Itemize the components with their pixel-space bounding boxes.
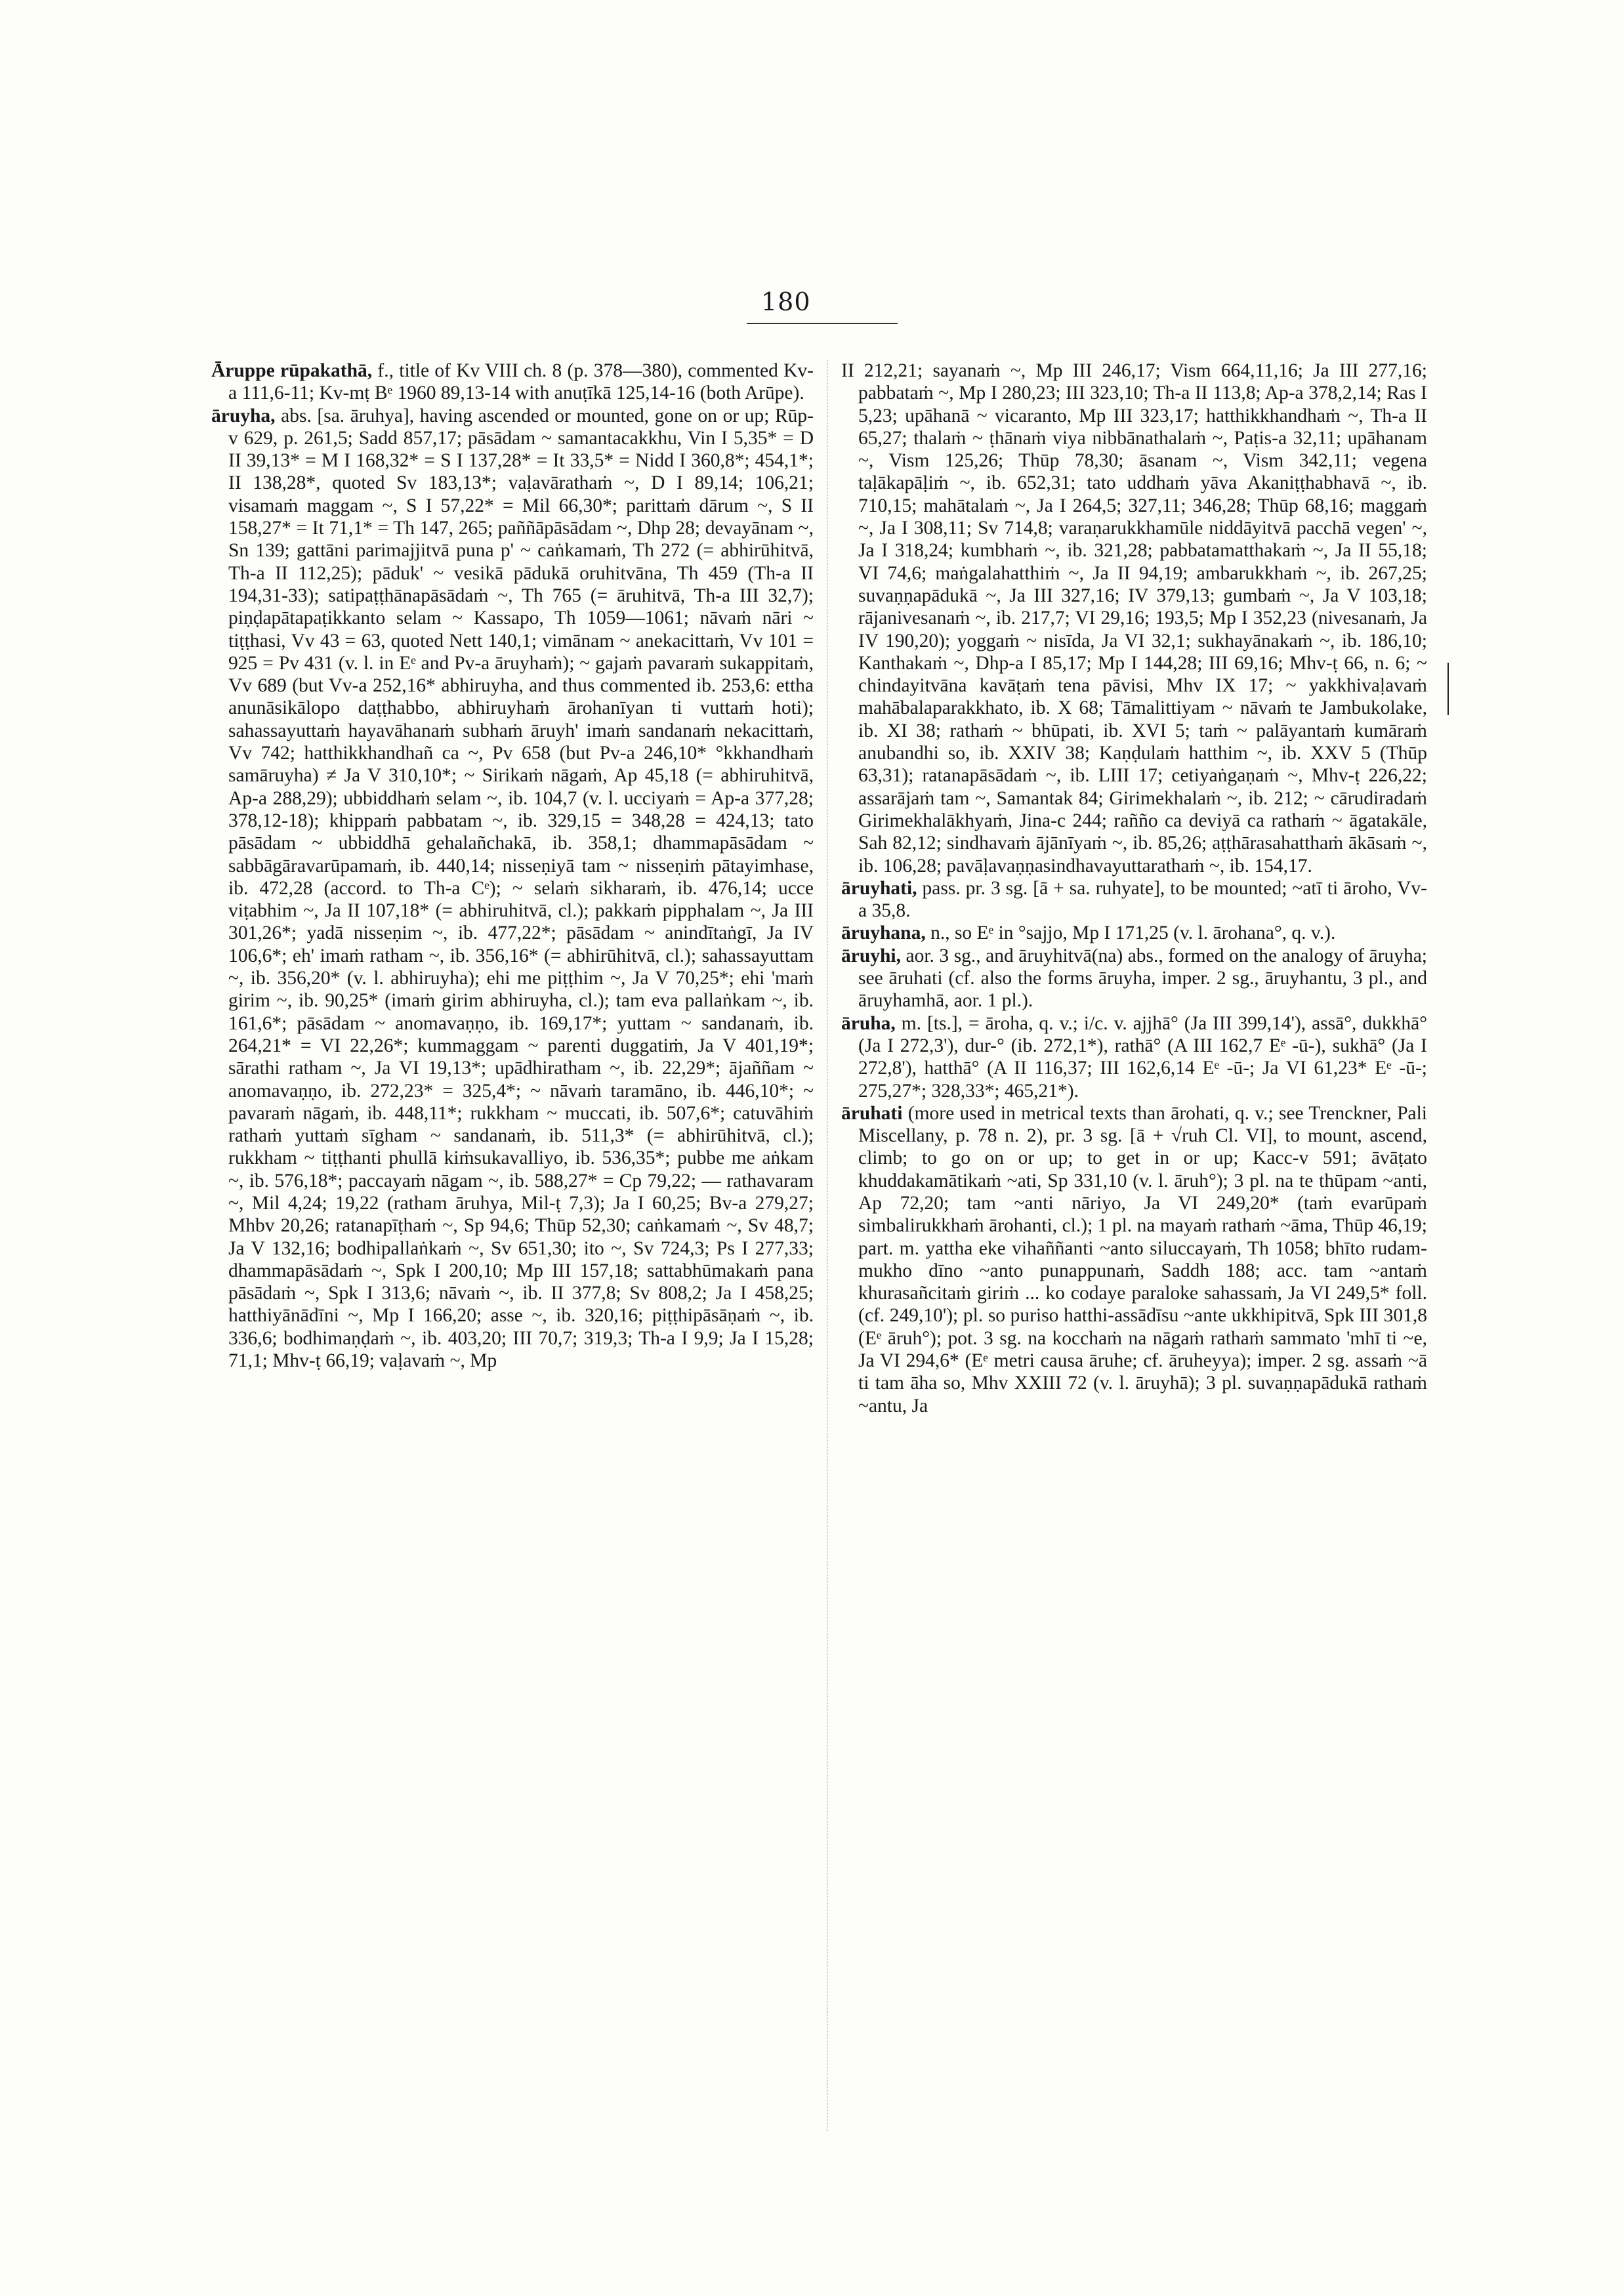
left-column bbox=[211, 360, 814, 2164]
entry-text: n., so Eᵉ in °sajjo, Mp I 171,25 (v. l. ārohana°, q. v.). bbox=[925, 922, 1336, 944]
dictionary-entry bbox=[211, 405, 814, 1373]
entry-headword: āruhati bbox=[841, 1102, 903, 1124]
dictionary-entry bbox=[841, 922, 1427, 944]
entry-headword: āruyha, bbox=[211, 405, 276, 426]
entry-text: aor. 3 sg., and āruyhitvā(na) abs., formed on the analogy of āruyha; see āruhati (cf. also the forms āruyha, imper. 2 sg., āruyhantu, 3 pl., and āruyhamhā, aor. 1 pl.). bbox=[858, 945, 1427, 1012]
entry-text: m. [ts.], = āroha, q. v.; i/c. v. ajjhā° (Ja III 399,14'), assā°, dukkhā° (Ja I 272,3'), dur-° (ib. 272,1*), rathā° (A III 162,7 Eᵉ -ū-), sukhā° (Ja I 272,8'), hatthā° (A II 116,37; III 162,6,14 Eᵉ -ū-; Ja VI 61,23* Eᵉ -ū-; 275,27*; 328,33*; 465,21*). bbox=[858, 1012, 1427, 1102]
entry-text: abs. [sa. āruhya], having ascended or mounted, gone on or up; Rūp-v 629, p. 261,5; Sadd 857,17; pāsādam ~ samantacakkhu, Vin I 5,35* = D II 39,13* = M I 168,32* = S I 137,28* = It 33,5* = Nidd I 360,8*; 454,1*; II 138,28*, quoted Sv 183,13*; vaḷavārathaṁ ~, D I 89,14; 106,21; visamaṁ maggam ~, S I 57,22* = Mil 66,30*; parittaṁ dārum ~, S II 158,27* = It 71,1* = Th 147, 265; paññāpāsādam ~, Dhp 28; devayānam ~, Sn 139; gattāni parimajjitvā puna p' ~ caṅkamaṁ, Th 272 (= abhirūhitvā, Th-a II 112,25); pāduk' ~ vesikā pādukā oruhitvāna, Th 459 (Th-a II 194,31-33); satipaṭṭhānapāsādaṁ ~, Th 765 (= āruhitvā, Th-a III 32,7); piṇḍapātapaṭikkanto selam ~ Kassapo, Th 1059—1061; nāvaṁ nāri ~ tiṭṭhasi, Vv 43 = 63, quoted Nett 140,1; vimānam ~ anekacittaṁ, Vv 101 = 925 = Pv 431 (v. l. in Eᵉ and Pv-a āruyhaṁ); ~ gajaṁ pavaraṁ sukappitaṁ, Vv 689 (but Vv-a 252,16* abhiruyha, and thus commented ib. 253,6: ettha anunāsikālopo daṭṭhabbo, abhiruyhaṁ ārohanīyan ti vuttaṁ hoti); sahassayuttaṁ hayavāhanaṁ subhaṁ āruyh' imaṁ sandanaṁ nekacittaṁ, Vv 742; hatthikkhandhañ ca ~, Pv 658 (but Pv-a 246,10* °kkhandhaṁ samāruyha) ≠ Ja V 310,10*; ~ Sirikaṁ nāgaṁ, Ap 45,18 (= abhiruhitvā, Ap-a 288,29); ubbiddhaṁ selam ~, ib. 104,7 (v. l. ucciyaṁ = Ap-a 377,28; 378,12-18); khippaṁ pabbatam ~, ib. 329,15 = 348,28 = 424,13; tato pāsādam ~ ubbiddhā gehalañchakā, ib. 358,1; dhammapāsādam ~ sabbāgāravarūpamaṁ, ib. 440,14; nisseṇiyā tam ~ nisseṇiṁ pātayimhase, ib. 472,28 (accord. to Th-a Cᵉ); ~ selaṁ sikharaṁ, ib. 476,14; ucce viṭabhim ~, Ja II 107,18* (= abhiruhitvā, cl.); pakkaṁ pipphalam ~, Ja III 301,26*; yadā nisseṇim ~, ib. 477,22*; pāsādam ~ anindītaṅgī, Ja IV 106,6*; eh' imaṁ ratham ~, ib. 356,16* (= abhirūhitvā, cl.); sahassayuttam ~, ib. 356,20* (v. l. abhiruyha); ehi me piṭṭhim ~, Ja V 70,25*; ehi 'maṁ girim ~, ib. 90,25* (imaṁ girim abhiruyha, cl.); tam eva pallaṅkam ~, ib. 161,6*; pāsādam ~ anomavaṇṇo, ib. 169,17*; yuttam ~ sandanaṁ, ib. 264,21* = VI 22,26*; kummaggam ~ parenti duggatiṁ, Ja V 401,19*; sārathi ratham ~, Ja VI 19,13*; upādhiratham ~, ib. 22,29*; ājaññam ~ anomavaṇṇo, ib. 272,23* = 325,4*; ~ nāvaṁ taramāno, ib. 446,10*; ~ pavaraṁ nāgaṁ, ib. 448,11*; rukkham ~ muccati, ib. 507,6*; catuvāhiṁ rathaṁ yuttaṁ sīgham ~ sandanaṁ, ib. 511,3* (= abhirūhitvā, cl.); rukkham ~ tiṭṭhanti phullā kiṁsukavalliyo, ib. 536,35*; pubbe me aṅkam ~, ib. 576,18*; paccayaṁ nāgam ~, ib. 588,27* = Cp 79,22; — rathavaram ~, Mil 4,24; 19,22 (ratham āruhya, Mil-ṭ 7,3); Ja I 60,25; Bv-a 279,27; Mhbv 20,26; ratanapīṭhaṁ ~, Sp 94,6; Thūp 52,30; caṅkamaṁ ~, Sv 48,7; Ja V 132,16; bodhipallaṅkaṁ ~, Sv 651,30; ito ~, Sv 724,3; Ps I 277,33; dhammapāsādaṁ ~, Spk I 200,10; Mp III 157,18; sattabhūmakaṁ pana pāsādaṁ ~, Spk I 313,6; nāvaṁ ~, ib. II 377,8; Sv 808,2; Ja I 458,25; hatthiyānādīni ~, Mp I 166,20; asse ~, ib. 320,16; piṭṭhipāsāṇaṁ ~, ib. 336,6; bodhimaṇḍaṁ ~, ib. 403,20; III 70,7; 319,3; Th-a I 9,9; Ja I 15,28; 71,1; Mhv-ṭ 66,19; vaḷavaṁ ~, Mp bbox=[228, 405, 814, 1372]
entry-text: f., title of Kv VIII ch. 8 (p. 378—380), commented Kv-a 111,6-11; Kv-mṭ Bᵉ 1960 89,13-14 with anuṭīkā 125,14-16 (both Arūpe). bbox=[228, 360, 814, 404]
right-column bbox=[841, 360, 1427, 2164]
entry-headword: āruha, bbox=[841, 1012, 896, 1034]
dictionary-entry bbox=[841, 877, 1427, 922]
header-rule bbox=[747, 323, 898, 324]
dictionary-entry bbox=[841, 360, 1427, 877]
entry-text: II 212,21; sayanaṁ ~, Mp III 246,17; Vism 664,11,16; Ja III 277,16; pabbataṁ ~, Mp I 280,23; III 323,10; Th-a II 113,8; Ap-a 378,2,14; Ras I 5,23; upāhanā ~ vicaranto, Mp III 323,17; hatthikkhandhaṁ ~, Th-a II 65,27; thalaṁ ~ ṭhānaṁ viya nibbānathalaṁ ~, Paṭis-a 32,11; upāhanam ~, Vism 125,26; Thūp 78,30; āsanam ~, Vism 342,11; vegena taḷākapāḷiṁ ~, ib. 652,31; tato uddhaṁ yāva Akaniṭṭhabhavā ~, ib. 710,15; mahātalaṁ ~, Ja I 264,5; 327,11; 346,28; Thūp 68,16; maggaṁ ~, Ja I 308,11; Sv 714,8; varaṇarukkhamūle niddāyitvā pacchā vegen' ~, Ja I 318,24; kumbhaṁ ~, ib. 321,28; pabbatamatthakaṁ ~, Ja II 55,18; VI 74,6; maṅgalahatthiṁ ~, Ja II 94,19; ambarukkhaṁ ~, ib. 267,25; suvaṇṇapādukā ~, Ja III 327,16; IV 379,13; gumbaṁ ~, Ja V 103,18; rājanivesanaṁ ~, ib. 217,7; VI 29,16; 193,5; Mp I 352,23 (nivesanaṁ, Ja IV 190,20); yoggaṁ ~ nisīda, Ja VI 32,1; sukhayānakaṁ ~, ib. 186,10; Kanthakaṁ ~, Dhp-a I 85,17; Mp I 144,28; III 69,16; Mhv-ṭ 66, n. 6; ~ chindayitvāna kavāṭaṁ tena pāvisi, Mhv IX 17; ~ yakkhivaḷavaṁ mahābalaparakkhato, ib. X 68; Tāmalittiyam ~ nāvaṁ te Jambukolake, ib. XI 38; rathaṁ ~ bhūpati, ib. XVI 5; taṁ ~ palāyantaṁ kumāraṁ anubandhi so, ib. XXIV 38; Kaṇḍulaṁ hatthim ~, ib. XXV 5 (Thūp 63,31); ratanapāsādaṁ ~, ib. LIII 17; cetiyaṅgaṇaṁ ~, Mhv-ṭ 226,22; assarājaṁ tam ~, Samantak 84; Girimekhalaṁ ~, ib. 212; ~ cārudiradaṁ Girimekhalākhyaṁ, Jina-c 244; rañño ca deviyā ca rathaṁ ~ āgatakāle, Sah 82,12; sindhavaṁ ājānīyaṁ ~, ib. 85,26; aṭṭhārasahatthaṁ ākāsaṁ ~, ib. 106,28; pavāḷavaṇṇasindhavayuttarathaṁ ~, ib. 154,17. bbox=[841, 360, 1427, 877]
entry-headword: āruyhana, bbox=[841, 922, 926, 944]
entry-headword: āruyhati, bbox=[841, 877, 917, 899]
margin-mark bbox=[1447, 663, 1449, 715]
page-number: 180 bbox=[761, 287, 811, 316]
entry-headword: āruyhi, bbox=[841, 945, 901, 966]
entry-text: (more used in metrical texts than ārohati, q. v.; see Trenckner, Pali Miscellany, p. 78 n. 2), pr. 3 sg. [ā + √ruh Cl. VI], to mount, ascend, climb; to go on or up; to get in or up; Kacc-v 591; āvāṭato khuddakamātikaṁ ~ati, Sp 331,10 (v. l. āruh°); 3 pl. na te thūpam ~anti, Ap 72,20; tam ~anti nāriyo, Ja VI 249,20* (taṁ evarūpaṁ simbalirukkhaṁ ārohanti, cl.); 1 pl. na mayaṁ rathaṁ ~āma, Thūp 46,19; part. m. yattha eke vihaññanti ~anto siluccayaṁ, Th 1058; bhīto rudam-mukho dīno ~anto punappunaṁ, Saddh 188; acc. tam ~antaṁ khurasañcitaṁ giriṁ ... ko codaye paraloke sahassaṁ, Ja VI 249,5* foll. (cf. 249,10'); pl. so puriso hatthi-assādīsu ~ante ukkhipitvā, Spk III 301,8 (Eᵉ āruh°); pot. 3 sg. na kocchaṁ na nāgaṁ rathaṁ sammato 'mhī ti ~e, Ja VI 294,6* (Eᵉ metri causa āruhe; cf. āruheyya); imper. 2 sg. assaṁ ~ā ti tam āha so, Mhv XXIII 72 (v. l. āruyhā); 3 pl. suvaṇṇapādukā rathaṁ ~antu, Ja bbox=[858, 1102, 1427, 1416]
dictionary-entry bbox=[841, 1012, 1427, 1102]
dictionary-entry bbox=[841, 1102, 1427, 1417]
entry-text: pass. pr. 3 sg. [ā + sa. ruhyate], to be mounted; ~atī ti āroho, Vv-a 35,8. bbox=[858, 877, 1427, 922]
entry-headword: Āruppe rūpakathā, bbox=[211, 360, 373, 381]
dictionary-entry bbox=[211, 360, 814, 405]
dictionary-entry bbox=[841, 945, 1427, 1012]
